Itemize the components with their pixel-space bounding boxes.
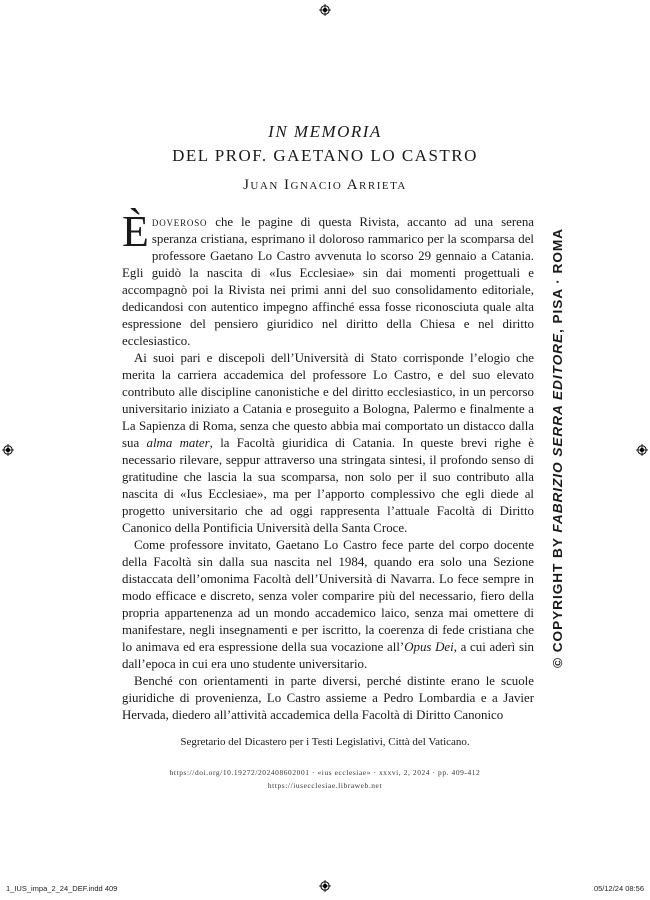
footnote: Segretario del Dicastero per i Testi Legislativi, Città del Vaticano.	[180, 736, 470, 748]
drop-cap: È	[122, 207, 149, 256]
registration-mark-icon	[319, 880, 331, 892]
opening-word: doveroso	[151, 215, 208, 229]
doi-citation-line: https://doi.org/10.19272/202408602001 · «ius ecclesiae» · xxxvi, 2, 2024 · pp. 409-412	[169, 768, 481, 777]
registration-mark-icon	[319, 4, 331, 16]
article-title-line2: DEL PROF. GAETANO LO CASTRO	[172, 146, 478, 165]
copyright-text: © COPYRIGHT BY FABRIZIO SERRA EDITORE, PISA · ROMA	[550, 232, 565, 668]
paragraph-2	[122, 350, 534, 537]
paragraph-2-text-b: , la Facoltà giuridica di Catania. In queste brevi righe è necessario rilevare, seppur attraverso una stringata sintesi, il profondo senso di gratitudine che lascia la sua scomparsa, non solo per il suo contributo alla nascita di «Ius Ecclesiae», ma per l’apporto complessivo che egli diede al progetto universitario che ad oggi rappresenta l’attuale Facoltà di Diritto Canonico della Pontificia Università della Santa Croce.	[122, 436, 535, 535]
paragraph-2-italic: alma mater	[146, 436, 210, 450]
paragraph-3	[122, 537, 534, 673]
journal-url: https://iusecclesiae.libraweb.net	[267, 781, 383, 790]
author-name: Juan Ignacio Arrieta	[243, 177, 407, 193]
registration-mark-icon	[636, 444, 648, 456]
paragraph-3-text-a: Come professore invitato, Gaetano Lo Castro fece parte del corpo docente della Facoltà sin dalla sua nascita nel 1984, quando era solo una Sezione distaccata dell’omonima Facoltà dell’Università di Navarra. Lo fece sempre in modo efficace e discreto, senza voler comparire più del necessario, fiero della propria appartenenza ad un mondo accademico laico, senza mai omettere di manifestare, negli insegnamenti e per iscritto, la coerenza di fede cristiana che lo animava ed era espressione della sua vocazione all’	[122, 538, 534, 654]
paragraph-3-text-b: , a cui aderì sin dall’epoca in cui era uno studente universitario.	[122, 640, 534, 671]
article-title-line1: IN MEMORIA	[268, 122, 382, 141]
paragraph-3-italic: Opus Dei	[404, 640, 454, 654]
paragraph-4: Benché con orientamenti in parte diversi, perché distinte erano le scuole giuridiche di provenienza, Lo Castro assieme a Pedro Lombardia e a Javier Hervada, diedero all’attività accademica della Facoltà di Diritto Canonico	[122, 674, 534, 722]
registration-mark-icon	[2, 444, 14, 456]
paragraph-2-text-a: Ai suoi pari e discepoli dell’Università di Stato corrisponde l’elogio che merita la carriera accademica del professore Lo Castro, e del suo elevato contributo alle discipline canonistiche e del diritto ecclesiastico, in un percorso universitario iniziato a Catania e proseguito a Bologna, Palermo e finalmente a La Sapienza di Roma, senza che questo abbia mai comportato un distacco dalla sua	[122, 351, 534, 450]
date-slug: 05/12/24 08:56	[593, 884, 644, 893]
paragraph-1-text: che le pagine di questa Rivista, accanto ad una serena speranza cristiana, esprimano il doloroso rammarico per la scomparsa del professore Gaetano Lo Castro avvenuta lo scorso 29 gennaio a Catania. Egli guidò la nascita di «Ius Ecclesiae» sin dai momenti progettuali e accompagnò poi la Rivista nei primi anni del suo consolidamento editoriale, dedicandosi con autentico impegno affinché essa fosse riconosciuta quale alta espressione del pensiero giuridico nel diritto della Chiesa e nel diritto ecclesiastico.	[122, 215, 534, 348]
article-body	[122, 207, 535, 724]
paragraph-1	[122, 207, 534, 350]
file-slug: 1_IUS_impa_2_24_DEF.indd 409	[6, 884, 118, 893]
copyright-notice	[540, 224, 570, 668]
